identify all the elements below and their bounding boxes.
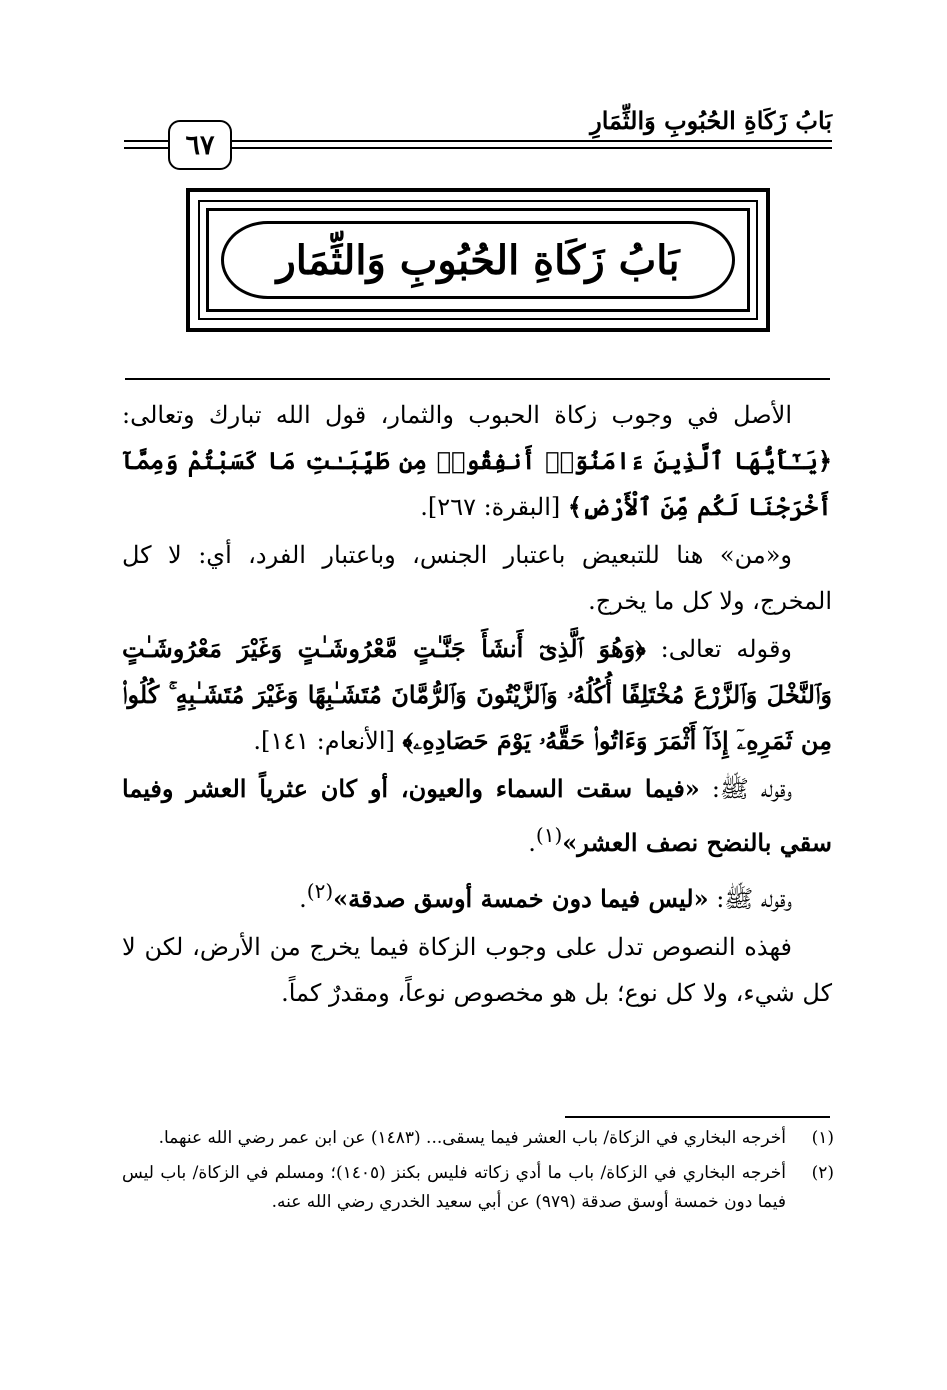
chapter-title-frame-inner (198, 200, 758, 320)
footnote-2 (122, 1159, 834, 1217)
running-header-title: بَابُ زَكَاةِ الحُبُوبِ وَالثِّمَارِ (590, 106, 832, 135)
chapter-title: بَابُ زَكَاةِ الحُبُوبِ وَالثِّمَار (276, 236, 680, 284)
chapter-title-cartouche (221, 221, 735, 299)
footnote-separator (565, 1116, 830, 1118)
paragraph-5-end: . (299, 885, 307, 913)
paragraph-4-intro: وقوله ﷺ: (699, 775, 792, 803)
footnote-marker-2: (٢) (306, 879, 334, 903)
hadith-awsuq: «ليس فيما دون خمسة أوسق صدقة» (333, 884, 709, 913)
paragraph-4 (122, 766, 832, 866)
header-rule-right-2 (228, 147, 832, 149)
footnote-number: (٢) (811, 1163, 834, 1183)
footnote-text: أخرجه البخاري في الزكاة/ باب ما أدي زكاته فليس بكنز (١٤٠٥)؛ ومسلم في الزكاة/ باب ليس فيما دون خمسة أوسق صدقة (٩٧٩) عن أبي سعيد الخدري رضي الله عنه. (122, 1163, 786, 1212)
paragraph-5-intro: وقوله ﷺ: (708, 885, 792, 913)
chapter-title-frame-inner-2 (206, 208, 750, 312)
chapter-title-frame (186, 188, 770, 332)
hadith-ushr: «فيما سقت السماء والعيون، أو كان عثرياً العشر وفيما سقي بالنضح نصف العشر» (122, 774, 832, 857)
footnotes (122, 1124, 834, 1223)
quran-verse-baqarah: ﴿يَـٰٓأَيُّهَا ٱلَّذِينَ ءَامَنُوٓا۟ أَنفِقُوا۟ مِن طَيِّبَـٰتِ مَا كَسَبْتُمْ وَمِمَّآ أَخْرَجْنَا لَكُم مِّنَ ٱلْأَرْضِ﴾ (122, 446, 832, 521)
footnote-marker-1: (١) (535, 823, 563, 847)
page-number: ٦٧ (168, 120, 232, 170)
paragraph-6: فهذه النصوص تدل على وجوب الزكاة فيما يخرج من الأرض، لكن لا كل شيء، ولا كل نوع؛ بل هو مخصوص نوعاً، ومقدرٌ كماً. (122, 933, 832, 1007)
header-rule-right (228, 140, 832, 142)
footnote-number: (١) (811, 1128, 834, 1148)
verse-reference-anam: [الأنعام: ١٤١]. (253, 727, 403, 755)
header-rule-left-2 (124, 147, 170, 149)
footnote-1 (122, 1124, 834, 1153)
paragraph-1-intro: الأصل في وجوب زكاة الحبوب والثمار، قول الله تبارك وتعالى: (122, 401, 792, 429)
paragraph-3-intro: وقوله تعالى: (645, 635, 792, 663)
paragraph-4-end: . (528, 829, 536, 857)
paragraph-1 (122, 392, 832, 530)
paragraph-3 (122, 626, 832, 764)
paragraph-5 (122, 868, 832, 922)
section-divider (125, 378, 830, 380)
body-text (122, 392, 832, 1018)
header-rule-left (124, 140, 170, 142)
quran-verse-anam: ﴿وَهُوَ ٱلَّذِىٓ أَنشَأَ جَنَّـٰتٍ مَّعْرُوشَـٰتٍ وَغَيْرَ مَعْرُوشَـٰتٍ وَٱلنَّخْلَ وَٱلزَّرْعَ مُخْتَلِفًا أُكُلُهُۥ وَٱلزَّيْتُونَ وَٱلرُّمَّانَ مُتَشَـٰبِهًا وَغَيْرَ مُتَشَـٰبِهٍ ۚ كُلُوا۟ مِن ثَمَرِهِۦٓ إِذَآ أَثْمَرَ وَءَاتُوا۟ حَقَّهُۥ يَوْمَ حَصَادِهِۦ﴾ (122, 634, 832, 755)
footnote-text: أخرجه البخاري في الزكاة/ باب العشر فيما يسقى... (١٤٨٣) عن ابن عمر رضي الله عنهما. (158, 1128, 786, 1148)
paragraph-2: و«من» هنا للتبعيض باعتبار الجنس، وباعتبار الفرد، أي: لا كل المخرج، ولا كل ما يخرج. (122, 541, 832, 615)
verse-reference-baqarah: [البقرة: ٢٦٧]. (420, 493, 568, 521)
